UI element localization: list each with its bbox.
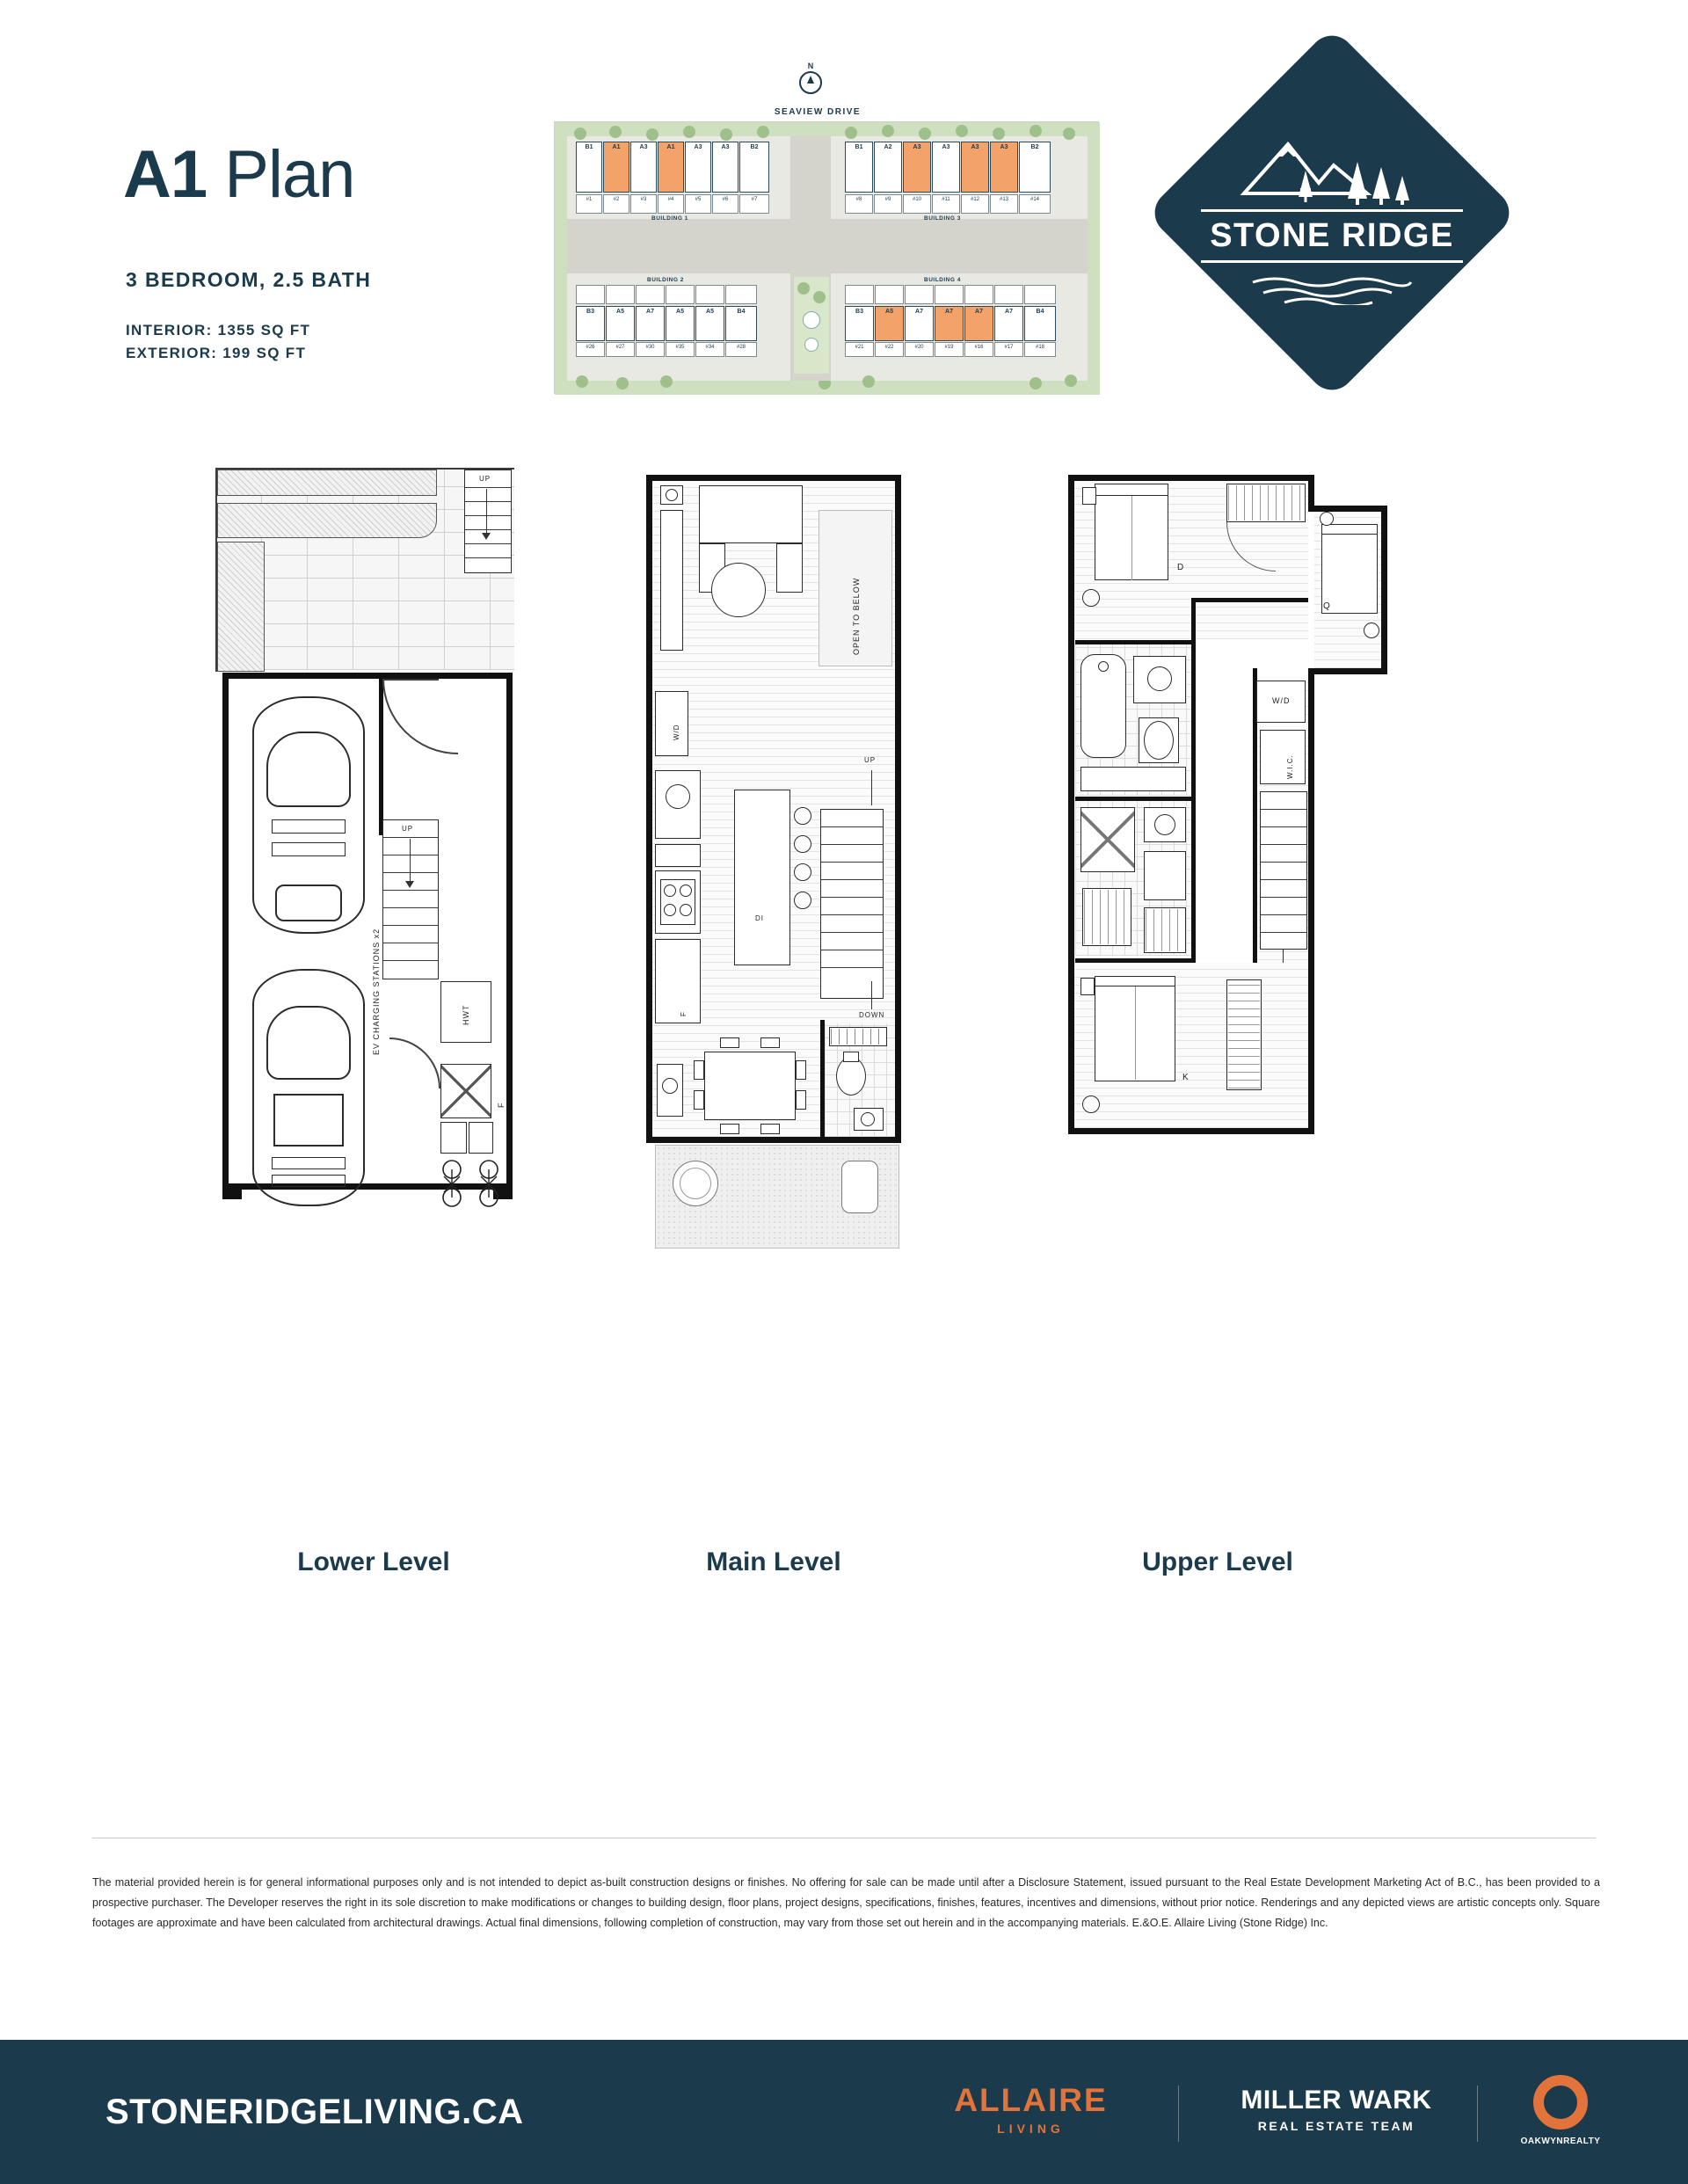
plan-bedbath: 3 BEDROOM, 2.5 BATH bbox=[126, 268, 372, 291]
unit-type: B4 bbox=[737, 309, 746, 315]
interior-area: INTERIOR: 1355 SQ FT bbox=[126, 322, 311, 339]
unit-type: A5 bbox=[885, 309, 893, 315]
unit-number: #8 bbox=[855, 197, 862, 202]
bed-size-q: Q bbox=[1323, 601, 1331, 611]
unit-number: #13 bbox=[999, 197, 1008, 202]
unit-type: B3 bbox=[855, 309, 863, 315]
unit-number: #19 bbox=[944, 345, 954, 350]
unit-type: A7 bbox=[945, 309, 953, 315]
exterior-area: EXTERIOR: 199 SQ FT bbox=[126, 345, 307, 362]
unit-number: #18 bbox=[1035, 345, 1044, 350]
unit-type: A3 bbox=[971, 144, 979, 150]
page-title bbox=[123, 136, 354, 213]
unit-type: A3 bbox=[694, 144, 702, 150]
unit-type: B4 bbox=[1036, 309, 1044, 315]
unit-type: A1 bbox=[666, 144, 675, 150]
annotation-washer-dryer: W/D bbox=[1272, 696, 1291, 705]
plan-word: Plan bbox=[224, 137, 355, 212]
unit-type: A5 bbox=[676, 309, 684, 315]
main-level-label: Main Level bbox=[706, 1547, 841, 1576]
miller-wark-logo bbox=[1204, 2086, 1468, 2133]
unit-number: #22 bbox=[884, 345, 894, 350]
building-label: BUILDING 2 bbox=[647, 277, 684, 283]
mountain-tree-icon bbox=[1235, 130, 1429, 206]
unit-type: B1 bbox=[855, 144, 863, 150]
upper-level-label: Upper Level bbox=[1142, 1547, 1293, 1576]
site-plan bbox=[545, 62, 1108, 413]
allaire-living-logo bbox=[914, 2082, 1147, 2136]
unit-number: #7 bbox=[751, 197, 758, 202]
annotation-washer-dryer: W/D bbox=[673, 724, 680, 740]
allaire-tagline: LIVING bbox=[997, 2122, 1065, 2136]
annotation-open-to-below: OPEN TO BELOW bbox=[852, 577, 861, 655]
allaire-wordmark: ALLAIRE bbox=[954, 2082, 1108, 2118]
unit-type: A5 bbox=[706, 309, 714, 315]
unit-number: #14 bbox=[1030, 197, 1039, 202]
unit-number: #26 bbox=[586, 345, 595, 350]
unit-number: #9 bbox=[884, 197, 891, 202]
logo-waves bbox=[1244, 275, 1420, 309]
plan-code: A1 bbox=[123, 137, 207, 212]
disclaimer-text: The material provided herein is for general informational purposes only and is not intended to depict as-built construction designs or finishes. No offering for sale can be made until after a Disclosure Statement, issued pursuant to the Real Estate Development Marketing Act of B.C., has been provided to a prospective purchaser. The Developer reserves the right in its sole discretion to make modifications or changes to building design, floor plans, project designs, specifications, finishes, features, incentives and dimensions, without prior notice. Renderings and any depicted views are artistic concepts only. Square footages are approximate and have been calculated from architectural drawings. Actual final dimensions, following completion of construction, may vary from those set out herein and in the accompanying materials. E.&O.E. Allaire Living (Stone Ridge) Inc. bbox=[92, 1876, 1600, 1930]
unit-type: A1 bbox=[612, 144, 621, 150]
unit-number: #2 bbox=[613, 197, 620, 202]
compass-ring bbox=[799, 71, 822, 94]
annotation-up: UP bbox=[402, 825, 414, 833]
unit-type: B3 bbox=[586, 309, 594, 315]
unit-type: B1 bbox=[585, 144, 593, 150]
street-label: SEAVIEW DRIVE bbox=[774, 107, 862, 117]
main-level-plan bbox=[646, 457, 1015, 1576]
bed-size-k: K bbox=[1182, 1073, 1190, 1082]
building-3 bbox=[845, 142, 1072, 193]
unit-number: #11 bbox=[942, 197, 950, 202]
plan-areas bbox=[126, 319, 310, 366]
unit-number: #17 bbox=[1004, 345, 1014, 350]
unit-type: A3 bbox=[942, 144, 950, 150]
annotation-wic: W.I.C. bbox=[1286, 754, 1294, 779]
bike-icon bbox=[474, 1159, 504, 1212]
logo-wordmark: STONE RIDGE bbox=[1201, 209, 1463, 263]
car-icon bbox=[252, 969, 365, 1206]
unit-number: #30 bbox=[645, 345, 655, 350]
lower-level-plan bbox=[215, 457, 585, 1576]
miller-wark-wordmark: MILLER WARK bbox=[1241, 2086, 1432, 2115]
unit-type: A7 bbox=[915, 309, 923, 315]
oakwyn-ring-icon bbox=[1533, 2075, 1588, 2129]
unit-type: A5 bbox=[616, 309, 624, 315]
oakwyn-realty-logo bbox=[1495, 2075, 1626, 2146]
floor-plans bbox=[0, 457, 1688, 1688]
unit-number: #1 bbox=[586, 197, 593, 202]
unit-number: #20 bbox=[914, 345, 924, 350]
annotation-fridge: F bbox=[680, 1011, 688, 1016]
building-label: BUILDING 3 bbox=[924, 215, 961, 222]
unit-number: #27 bbox=[615, 345, 625, 350]
unit-type: A3 bbox=[639, 144, 648, 150]
unit-type: A3 bbox=[913, 144, 921, 150]
unit-number: #12 bbox=[970, 197, 979, 202]
unit-type: A7 bbox=[646, 309, 654, 315]
unit-number: #3 bbox=[640, 197, 647, 202]
bed-size-d: D bbox=[1177, 563, 1185, 572]
building-1 bbox=[576, 142, 778, 193]
unit-number: #28 bbox=[736, 345, 746, 350]
oakwyn-wordmark: OAKWYNREALTY bbox=[1520, 2137, 1601, 2146]
lower-level-label: Lower Level bbox=[297, 1547, 450, 1576]
unit-type: A3 bbox=[1000, 144, 1008, 150]
unit-number: #5 bbox=[695, 197, 702, 202]
building-label: BUILDING 4 bbox=[924, 277, 961, 283]
upper-level-plan bbox=[1068, 457, 1473, 1576]
unit-type: B2 bbox=[1030, 144, 1039, 150]
annotation-up: UP bbox=[479, 475, 491, 483]
unit-type: A3 bbox=[721, 144, 730, 150]
unit-number: #34 bbox=[705, 345, 715, 350]
logo-content bbox=[1178, 114, 1486, 325]
building-4 bbox=[845, 306, 1065, 357]
annotation-hwt: HWT bbox=[462, 1004, 470, 1025]
unit-number: #10 bbox=[912, 197, 921, 202]
website-url[interactable]: STONERIDGELIVING.CA bbox=[106, 2093, 524, 2131]
site-plan-map bbox=[554, 121, 1099, 394]
annotation-down: DOWN bbox=[859, 1011, 885, 1019]
compass-north-label: N bbox=[807, 62, 814, 70]
annotation-ev-charging: EV CHARGING STATIONS x2 bbox=[372, 928, 381, 1055]
unit-number: #4 bbox=[667, 197, 674, 202]
unit-type: A2 bbox=[884, 144, 892, 150]
annotation-f: F bbox=[497, 1102, 506, 1108]
annotation-up: UP bbox=[864, 756, 877, 764]
stone-ridge-logo bbox=[1169, 62, 1495, 422]
unit-number: #16 bbox=[974, 345, 984, 350]
building-label: BUILDING 1 bbox=[651, 215, 688, 222]
annotation-di: DI bbox=[755, 914, 764, 922]
unit-type: B2 bbox=[750, 144, 759, 150]
compass-icon bbox=[793, 62, 828, 106]
unit-type: A7 bbox=[1005, 309, 1013, 315]
miller-wark-tagline: REAL ESTATE TEAM bbox=[1257, 2119, 1415, 2133]
unit-number: #6 bbox=[722, 197, 729, 202]
bike-icon bbox=[437, 1159, 467, 1212]
unit-number: #35 bbox=[675, 345, 685, 350]
unit-type: A7 bbox=[975, 309, 983, 315]
car-icon bbox=[252, 696, 365, 934]
building-2 bbox=[576, 306, 760, 357]
unit-number: #21 bbox=[855, 345, 864, 350]
